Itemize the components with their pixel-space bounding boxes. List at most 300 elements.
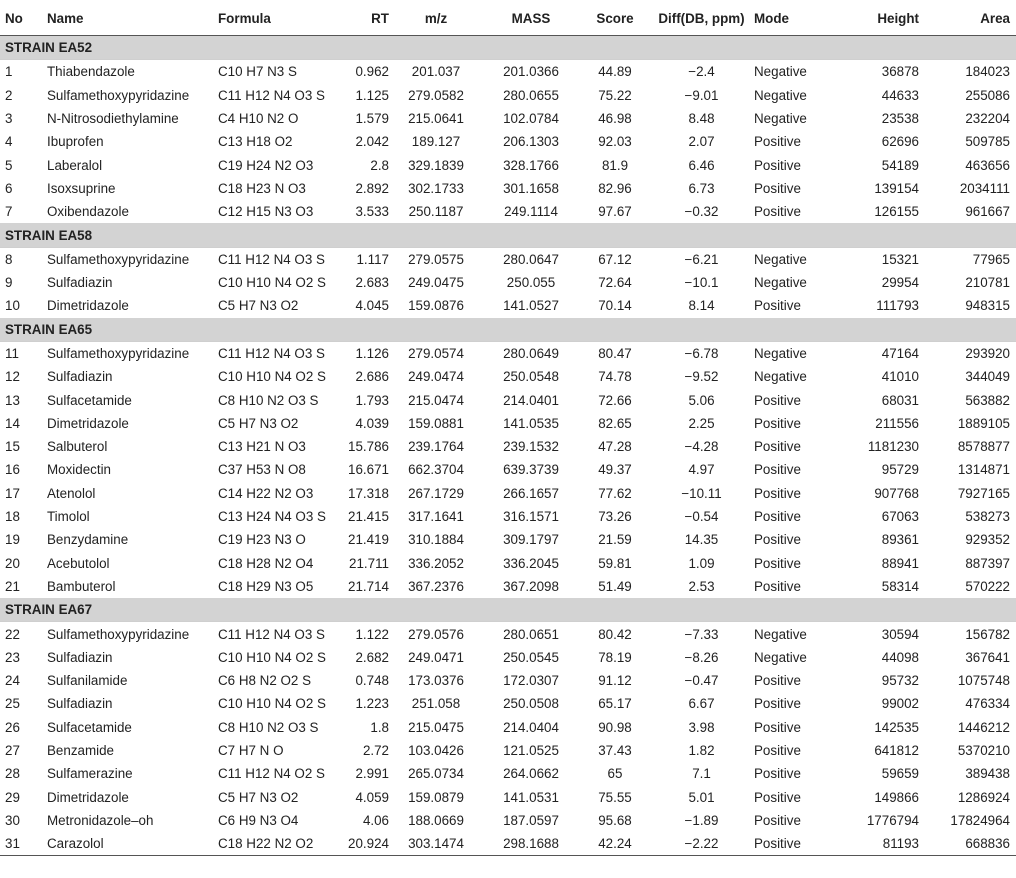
cell-height: 99002	[881, 696, 919, 712]
cell-score: 37.43	[598, 743, 632, 759]
cell-rt: 21.415	[348, 509, 389, 525]
column-header-mz: m/z	[391, 2, 481, 36]
cell-area: 156782	[965, 626, 1010, 642]
group-header-row	[0, 598, 1016, 622]
cell-mass: 141.0531	[503, 789, 559, 805]
table-row	[0, 575, 1016, 598]
cell-mass: 250.0545	[503, 649, 559, 665]
cell-height: 30594	[881, 626, 919, 642]
cell-rt: 1.122	[355, 626, 389, 642]
cell-name: Atenolol	[47, 485, 96, 501]
cell-no: 18	[5, 509, 20, 525]
table-row	[0, 107, 1016, 130]
cell-mass: 309.1797	[503, 532, 559, 548]
cell-mode: Positive	[754, 532, 801, 548]
cell-mass: 250.055	[506, 275, 556, 291]
cell-name: Sulfamethoxypyridazine	[47, 626, 190, 642]
cell-score: 70.14	[598, 298, 632, 314]
cell-name: Dimetridazole	[47, 298, 129, 314]
cell-rt: 20.924	[343, 832, 391, 856]
cell-no: 31	[0, 832, 47, 856]
cell-name: Dimetridazole	[47, 415, 129, 431]
cell-mode: Negative	[754, 626, 807, 642]
cell-mass: 214.0404	[503, 719, 559, 735]
cell-formula: C37 H53 N O8	[218, 462, 306, 478]
cell-no: 7	[5, 204, 13, 220]
cell-score: 46.98	[598, 111, 632, 127]
table-body	[0, 36, 1016, 856]
cell-mass: 316.1571	[503, 509, 559, 525]
cell-no: 10	[5, 298, 20, 314]
cell-name: Sulfadiazin	[47, 649, 113, 665]
cell-mass: 239.1532	[503, 439, 559, 455]
cell-mode: Positive	[754, 392, 801, 408]
cell-name: Benzydamine	[47, 532, 129, 548]
cell-formula: C8 H10 N2 O3 S	[218, 392, 319, 408]
cell-area: 293920	[965, 346, 1010, 361]
cell-area: 8578877	[957, 439, 1010, 455]
cell-name: Sulfamethoxypyridazine	[47, 346, 190, 361]
cell-area: 668836	[929, 832, 1016, 856]
cell-mz: 159.0879	[408, 789, 464, 805]
cell-diff: 8.48	[688, 111, 715, 127]
cell-mass: 328.1766	[503, 157, 559, 173]
table-row	[0, 622, 1016, 646]
cell-rt: 21.711	[349, 555, 389, 571]
cell-no: 25	[5, 696, 20, 712]
cell-area: 17824964	[950, 812, 1010, 828]
cell-mass: 141.0535	[503, 415, 559, 431]
cell-height: 149866	[874, 789, 919, 805]
cell-mz: 249.0475	[408, 275, 464, 291]
cell-mass: 201.0366	[503, 64, 559, 80]
cell-rt: 2.72	[362, 743, 389, 759]
cell-no: 6	[5, 180, 13, 196]
cell-mz: 159.0881	[408, 415, 464, 431]
cell-no: 21	[5, 578, 20, 594]
cell-name: Bambuterol	[47, 578, 116, 594]
cell-mz: 317.1641	[408, 509, 464, 525]
cell-formula: C5 H7 N3 O2	[218, 415, 299, 431]
group-label: STRAIN EA67	[0, 598, 1016, 622]
cell-mass: 280.0651	[503, 626, 559, 642]
table-row	[0, 786, 1016, 809]
cell-formula: C18 H28 N2 O4	[218, 555, 314, 571]
cell-rt: 21.419	[348, 532, 389, 548]
cell-rt: 4.059	[355, 789, 389, 805]
cell-name: Moxidectin	[47, 462, 112, 478]
cell-name: Ibuprofen	[47, 134, 104, 150]
cell-area: 389438	[965, 766, 1010, 782]
cell-score: 72.64	[598, 275, 632, 291]
cell-name: Oxibendazole	[47, 204, 129, 220]
cell-diff: −0.32	[684, 204, 719, 220]
header-row	[0, 2, 1016, 36]
cell-diff: 14.35	[684, 532, 719, 548]
cell-diff: −7.33	[684, 626, 719, 642]
cell-area: 7927165	[957, 485, 1010, 501]
cell-score: 47.28	[598, 439, 632, 455]
cell-mode: Negative	[754, 275, 807, 291]
cell-mode: Positive	[754, 696, 801, 712]
cell-formula: C11 H12 N4 O3 S	[218, 251, 325, 267]
cell-mode: Positive	[754, 462, 801, 478]
group-header-row	[0, 318, 1016, 342]
cell-area: 463656	[965, 157, 1010, 173]
cell-height: 41010	[881, 369, 919, 385]
table-row	[0, 84, 1016, 107]
cell-formula: C11 H12 N4 O2 S	[218, 766, 325, 782]
table-row	[0, 60, 1016, 84]
cell-mode: Negative	[754, 87, 807, 103]
cell-formula: C11 H12 N4 O3 S	[218, 87, 325, 103]
column-header-height: Height	[833, 2, 929, 36]
cell-name: Acebutolol	[47, 555, 110, 571]
cell-height: 68031	[881, 392, 919, 408]
table-row	[0, 200, 1016, 223]
cell-score: 21.59	[598, 532, 632, 548]
cell-mass: 187.0597	[503, 812, 559, 828]
cell-area: 961667	[965, 204, 1010, 220]
cell-mode: Positive	[754, 157, 801, 173]
cell-rt: 2.686	[355, 369, 389, 385]
table-row	[0, 458, 1016, 481]
cell-diff: 2.07	[688, 134, 715, 150]
cell-no: 14	[5, 415, 20, 431]
cell-area: 509785	[965, 134, 1010, 150]
cell-mass: 639.3739	[503, 462, 559, 478]
table-row	[0, 412, 1016, 435]
cell-name: Sulfamethoxypyridazine	[47, 87, 190, 103]
cell-diff: −9.01	[684, 87, 719, 103]
cell-no: 24	[5, 673, 20, 689]
cell-mass: 280.0647	[503, 251, 559, 267]
cell-mz: 251.058	[411, 696, 461, 712]
cell-area: 232204	[965, 111, 1010, 127]
group-header-row	[0, 223, 1016, 247]
cell-rt: 3.533	[355, 204, 389, 220]
cell-no: 19	[5, 532, 20, 548]
cell-rt: 2.991	[355, 766, 389, 782]
cell-score: 51.49	[598, 578, 632, 594]
cell-formula: C19 H24 N2 O3	[218, 157, 314, 173]
cell-mass: 141.0527	[503, 298, 559, 314]
cell-diff: 2.53	[688, 578, 715, 594]
cell-diff: 7.1	[692, 766, 711, 782]
cell-mode: Positive	[754, 509, 801, 525]
cell-mz: 215.0641	[408, 111, 464, 127]
cell-mode: Positive	[754, 134, 801, 150]
cell-formula: C19 H23 N3 O	[218, 532, 306, 548]
column-header-area: Area	[929, 2, 1016, 36]
cell-mass: 121.0525	[503, 743, 559, 759]
cell-height: 89361	[881, 532, 919, 548]
column-header-mode: Mode	[754, 2, 833, 36]
cell-diff: 1.09	[688, 555, 715, 571]
cell-rt: 21.714	[348, 578, 389, 594]
cell-mode: Positive	[754, 180, 801, 196]
table-row	[0, 646, 1016, 669]
cell-formula: C13 H21 N O3	[218, 439, 306, 455]
cell-mode: Positive	[754, 555, 801, 571]
cell-mass: 280.0649	[503, 346, 559, 361]
cell-formula: C4 H10 N2 O	[218, 111, 299, 127]
table-row	[0, 177, 1016, 200]
cell-diff: 2.25	[688, 415, 715, 431]
cell-mz: 265.0734	[408, 766, 464, 782]
cell-name: Sulfacetamide	[47, 719, 132, 735]
cell-mode: Positive	[754, 415, 801, 431]
table-row	[0, 271, 1016, 294]
cell-rt: 17.318	[348, 485, 389, 501]
cell-mz: 279.0574	[408, 346, 464, 361]
cell-diff: 6.46	[688, 157, 715, 173]
cell-area: 1075748	[957, 673, 1010, 689]
cell-height: 15321	[881, 251, 919, 267]
cell-diff: −0.54	[684, 509, 719, 525]
cell-mode: Positive	[754, 766, 801, 782]
cell-no: 1	[5, 64, 13, 80]
cell-diff: 1.82	[688, 743, 715, 759]
cell-height: 95729	[881, 462, 919, 478]
column-header-score: Score	[581, 2, 649, 36]
cell-mode: Negative	[754, 111, 807, 127]
cell-mz: 329.1839	[408, 157, 464, 173]
cell-height: 907768	[874, 485, 919, 501]
cell-mz: 215.0474	[408, 392, 464, 408]
cell-name: Salbuterol	[47, 439, 108, 455]
cell-diff: 6.67	[688, 696, 715, 712]
cell-name: Sulfadiazin	[47, 696, 113, 712]
cell-rt: 4.06	[362, 812, 389, 828]
cell-height: 44098	[881, 649, 919, 665]
cell-score: 72.66	[598, 392, 632, 408]
cell-mode: Positive	[754, 832, 833, 856]
cell-formula: C10 H10 N4 O2 S	[218, 369, 326, 385]
cell-mode: Negative	[754, 64, 807, 80]
cell-diff: −10.1	[684, 275, 719, 291]
cell-area: 1314871	[957, 462, 1010, 478]
cell-mz: 336.2052	[408, 555, 464, 571]
cell-no: 15	[5, 439, 20, 455]
cell-no: 30	[5, 812, 20, 828]
cell-name: Sulfacetamide	[47, 392, 132, 408]
cell-height: 139154	[874, 180, 919, 196]
cell-score: 65	[607, 766, 623, 782]
cell-mode: Negative	[754, 649, 807, 665]
cell-height: 62696	[881, 134, 919, 150]
cell-name: Timolol	[47, 509, 90, 525]
cell-score: 73.26	[598, 509, 632, 525]
cell-rt: 4.045	[355, 298, 389, 314]
cell-no: 22	[5, 626, 20, 642]
cell-rt: 16.671	[348, 462, 389, 478]
cell-mass: 367.2098	[503, 578, 559, 594]
table-row	[0, 716, 1016, 739]
cell-score: 59.81	[598, 555, 632, 571]
cell-no: 29	[5, 789, 20, 805]
cell-diff: 8.14	[688, 298, 715, 314]
cell-no: 26	[5, 719, 20, 735]
column-header-formula: Formula	[218, 2, 343, 36]
cell-area: 2034111	[959, 180, 1010, 196]
cell-name: Sulfamethoxypyridazine	[47, 251, 190, 267]
table-row	[0, 294, 1016, 317]
cell-name: Sulfamerazine	[47, 766, 133, 782]
cell-area: 210781	[965, 275, 1010, 291]
table-row	[0, 365, 1016, 388]
cell-mode: Positive	[754, 719, 801, 735]
cell-score: 49.37	[598, 462, 632, 478]
group-label: STRAIN EA58	[0, 223, 1016, 247]
table-row	[0, 739, 1016, 762]
cell-rt: 1.793	[355, 392, 389, 408]
cell-formula: C11 H12 N4 O3 S	[218, 626, 325, 642]
cell-score: 78.19	[598, 649, 632, 665]
cell-mass: 266.1657	[503, 485, 559, 501]
cell-height: 81193	[833, 832, 929, 856]
cell-mass: 336.2045	[503, 555, 559, 571]
cell-mass: 250.0508	[503, 696, 559, 712]
cell-area: 1446212	[957, 719, 1010, 735]
cell-formula: C18 H23 N O3	[218, 180, 306, 196]
cell-rt: 2.682	[355, 649, 389, 665]
cell-name: Sulfanilamide	[47, 673, 128, 689]
cell-formula: C12 H15 N3 O3	[218, 204, 314, 220]
table-row	[0, 130, 1016, 153]
cell-no: 23	[5, 649, 20, 665]
cell-rt: 2.042	[355, 134, 389, 150]
cell-score: 67.12	[598, 251, 632, 267]
cell-name: Laberalol	[47, 157, 103, 173]
cell-no: 27	[5, 743, 20, 759]
cell-name: Thiabendazole	[47, 64, 135, 80]
table-row	[0, 247, 1016, 271]
cell-score: 75.55	[598, 789, 632, 805]
cell-mz: 188.0669	[408, 812, 464, 828]
cell-area: 5370210	[957, 743, 1010, 759]
cell-height: 95732	[881, 673, 919, 689]
cell-mz: 215.0475	[408, 719, 464, 735]
cell-area: 184023	[965, 64, 1010, 80]
cell-formula: C11 H12 N4 O3 S	[218, 346, 325, 361]
cell-mode: Positive	[754, 439, 801, 455]
cell-mz: 249.0471	[408, 649, 464, 665]
cell-area: 563882	[965, 392, 1010, 408]
cell-mode: Positive	[754, 485, 801, 501]
cell-formula: C10 H7 N3 S	[218, 64, 297, 80]
cell-mass: 214.0401	[503, 392, 559, 408]
cell-formula: C18 H22 N2 O2	[218, 832, 343, 856]
cell-name: Isoxsuprine	[47, 180, 116, 196]
cell-no: 13	[5, 392, 20, 408]
group-label: STRAIN EA52	[0, 36, 1016, 60]
cell-diff: −0.47	[684, 673, 719, 689]
cell-no: 4	[5, 134, 13, 150]
cell-height: 88941	[881, 555, 919, 571]
cell-score: 44.89	[598, 64, 632, 80]
cell-mz: 279.0582	[408, 87, 464, 103]
cell-formula: C18 H29 N3 O5	[218, 578, 314, 594]
cell-mz: 249.0474	[408, 369, 464, 385]
cell-mz: 302.1733	[408, 180, 464, 196]
cell-height: 47164	[881, 346, 919, 361]
cell-mode: Positive	[754, 204, 801, 220]
cell-no: 20	[5, 555, 20, 571]
cell-height: 67063	[881, 509, 919, 525]
cell-mass: 301.1658	[503, 180, 559, 196]
cell-score: 91.12	[598, 673, 632, 689]
cell-score: 75.22	[598, 87, 632, 103]
cell-height: 36878	[881, 64, 919, 80]
cell-height: 23538	[881, 111, 919, 127]
cell-rt: 2.8	[370, 157, 389, 173]
cell-height: 1181230	[867, 439, 919, 455]
cell-rt: 15.786	[348, 439, 389, 455]
table-row	[0, 482, 1016, 505]
cell-mz: 239.1764	[408, 439, 464, 455]
cell-rt: 4.039	[355, 415, 389, 431]
cell-area: 77965	[972, 251, 1010, 267]
cell-mz: 173.0376	[408, 673, 464, 689]
cell-area: 255086	[965, 87, 1010, 103]
cell-no: 9	[5, 275, 13, 291]
cell-rt: 2.892	[355, 180, 389, 196]
cell-height: 58314	[881, 578, 919, 594]
cell-area: 929352	[965, 532, 1010, 548]
cell-formula: C14 H22 N2 O3	[218, 485, 314, 501]
cell-no: 17	[5, 485, 20, 501]
cell-diff: −2.22	[649, 832, 754, 856]
column-header-no: No	[0, 2, 47, 36]
cell-area: 1889105	[957, 415, 1010, 431]
cell-area: 887397	[965, 555, 1010, 571]
cell-name: Metronidazole–oh	[47, 812, 154, 828]
cell-rt: 1.126	[355, 346, 389, 361]
cell-mode: Positive	[754, 789, 801, 805]
cell-area: 538273	[965, 509, 1010, 525]
cell-name: Carazolol	[47, 832, 218, 856]
cell-no: 16	[5, 462, 20, 478]
table-row	[0, 809, 1016, 832]
cell-name: Sulfadiazin	[47, 275, 113, 291]
cell-mass: 264.0662	[503, 766, 559, 782]
cell-mass: 172.0307	[503, 673, 559, 689]
cell-mz: 279.0576	[408, 626, 464, 642]
cell-diff: −6.21	[684, 251, 719, 267]
cell-mz: 159.0876	[408, 298, 464, 314]
cell-mz: 279.0575	[408, 251, 464, 267]
cell-formula: C5 H7 N3 O2	[218, 298, 299, 314]
cell-no: 3	[5, 111, 13, 127]
table-row	[0, 669, 1016, 692]
cell-name: N-Nitrosodiethylamine	[47, 111, 179, 127]
cell-formula: C13 H18 O2	[218, 134, 293, 150]
cell-diff: −2.4	[688, 64, 715, 80]
cell-name: Sulfadiazin	[47, 369, 113, 385]
cell-mass: 206.1303	[503, 134, 559, 150]
cell-mass: 298.1688	[481, 832, 581, 856]
column-header-rt: RT	[343, 2, 391, 36]
table-row	[0, 762, 1016, 785]
table-row	[0, 528, 1016, 551]
cell-diff: −9.52	[684, 369, 719, 385]
cell-name: Benzamide	[47, 743, 114, 759]
cell-mass: 249.1114	[504, 204, 558, 220]
cell-diff: 6.73	[688, 180, 715, 196]
cell-score: 42.24	[581, 832, 649, 856]
cell-diff: 5.01	[688, 789, 715, 805]
